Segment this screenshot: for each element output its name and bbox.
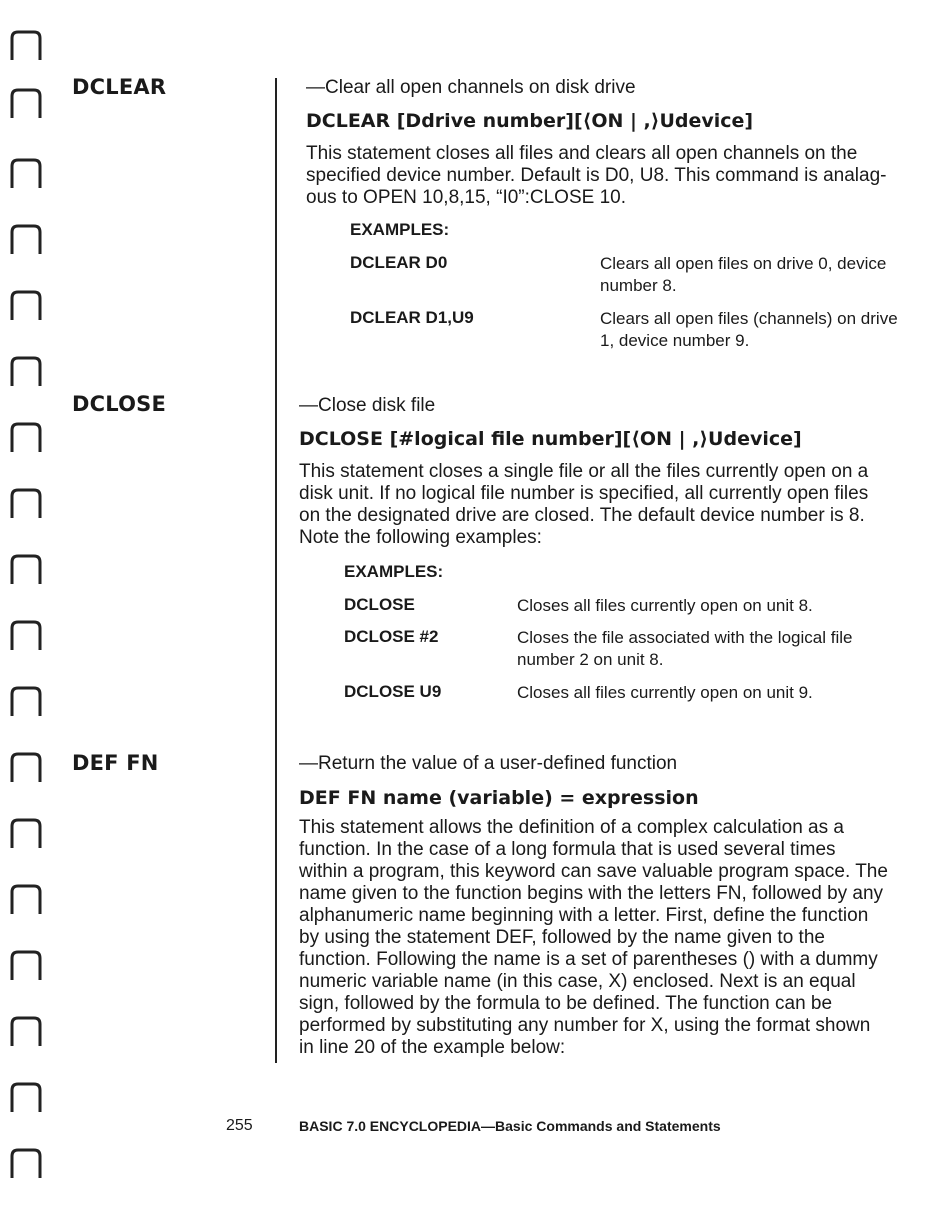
keyword-def-fn: DEF FN [72,751,159,775]
binder-hole-icon [8,420,44,460]
column-divider [275,78,277,1063]
dclose-example-command: DCLOSE U9 [344,682,442,701]
binder-hole-icon [8,684,44,724]
binder-hole-icon [8,486,44,526]
binder-hole-icon [8,750,44,790]
binder-hole-icon [8,552,44,592]
dclose-example-command: DCLOSE #2 [344,627,439,646]
binder-hole-icon [8,882,44,922]
dclear-description: —Clear all open channels on disk drive [306,77,636,98]
dclose-description: —Close disk file [299,395,436,416]
dclose-syntax: DCLOSE [#logical file number][⟨ON | ,⟩Udevice] [299,428,802,450]
dclose-paragraph: This statement closes a single file or all the files currently open on a disk unit. If no logical file number is specified, all currently open files on the designated drive are closed. The default device number is 8. Note the following examples: [299,461,869,548]
dclear-example-command: DCLEAR D1,U9 [350,308,474,327]
dclear-example-command: DCLEAR D0 [350,253,448,272]
dclose-examples-heading: EXAMPLES: [344,562,444,581]
dclear-examples-heading: EXAMPLES: [350,220,450,239]
page-number: 255 [226,1117,253,1134]
binder-hole-icon [8,222,44,262]
dclose-example-command: DCLOSE [344,595,415,614]
binder-hole-icon [8,156,44,196]
binder-hole-icon [8,1146,44,1186]
def-fn-syntax: DEF FN name (variable) = expression [299,787,699,809]
def-fn-description: —Return the value of a user-defined function [299,753,678,774]
binder-hole-icon [8,948,44,988]
binder-hole-icon [8,354,44,394]
binder-hole-icon [8,618,44,658]
dclear-example-explanation: Clears all open files on drive 0, device number 8. [600,254,887,295]
keyword-dclose: DCLOSE [72,392,166,416]
keyword-dclear: DCLEAR [72,75,167,99]
binder-hole-icon [8,86,44,126]
binder-hole-icon [8,1014,44,1054]
def-fn-paragraph: This statement allows the definition of a complex calculation as a function. In the case of a long formula that is used several times within a program, this keyword can save valuable program space. The name given to the function begins with the letters FN, followed by any alphanumeric name beginning with a letter. First, define the function by using the statement DEF, followed by the name given to the function. Following the name is a set of parentheses () with a dummy numeric variable name (in this case, X) enclosed. Next is an equal sign, followed by the formula to be defined. The function can be performed by substituting any number for X, using the format shown in line 20 of the example below: [299,817,888,1058]
dclose-example-explanation: Closes all files currently open on unit 8. [517,596,813,615]
dclear-syntax: DCLEAR [Ddrive number][⟨ON | ,⟩Udevice] [306,110,754,132]
dclear-example-explanation: Clears all open files (channels) on drive 1, device number 9. [600,309,898,350]
dclear-paragraph: This statement closes all files and clears all open channels on the specified device number. Default is D0, U8. This command is analag-ous to OPEN 10,8,15, “I0”:CLOSE 10. [306,143,887,208]
binder-hole-icon [8,1080,44,1120]
binder-hole-icon [8,28,44,68]
dclose-example-explanation: Closes the file associated with the logical file number 2 on unit 8. [517,628,853,669]
binder-hole-icon [8,816,44,856]
dclose-example-explanation: Closes all files currently open on unit 9. [517,683,813,702]
running-footer: BASIC 7.0 ENCYCLOPEDIA—Basic Commands and Statements [299,1118,721,1134]
binder-hole-icon [8,288,44,328]
